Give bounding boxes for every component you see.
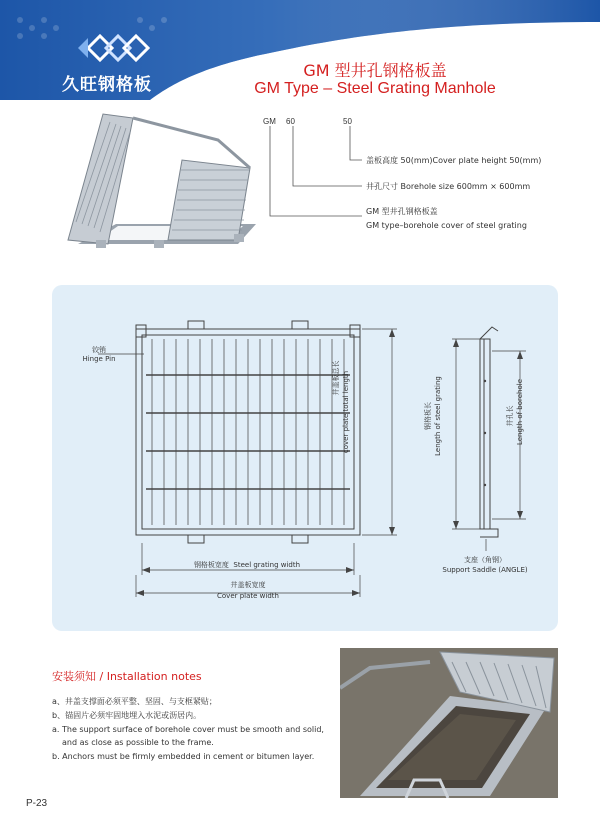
notes-title: 安装须知 / Installation notes bbox=[52, 670, 202, 683]
spec-height: 盖板高度 50(mm)Cover plate height 50(mm) bbox=[366, 156, 542, 165]
grating-length-label-en: Length of steel grating bbox=[434, 376, 442, 456]
support-saddle-label-cn: 支座（角钢） bbox=[464, 556, 506, 564]
note-a-en-2: and as close as possible to the frame. bbox=[62, 738, 214, 747]
page-number: P-23 bbox=[26, 798, 48, 809]
note-b-en: b. Anchors must be firmly embedded in cement or bitumen layer. bbox=[52, 752, 315, 761]
title-cn: GM 型井孔钢格板盖 bbox=[303, 61, 447, 80]
spec-size: 井孔尺寸 Borehole size 600mm × 600mm bbox=[366, 182, 531, 191]
code-prefix: GM bbox=[263, 117, 276, 126]
spec-callout-lines bbox=[258, 116, 558, 236]
cover-width-label-en: Cover plate width bbox=[217, 592, 279, 600]
brand-name: 久旺钢格板 bbox=[62, 75, 152, 95]
total-length-label-cn: 井盖板总长 bbox=[332, 360, 340, 396]
grating-width-cn: 钢格板宽度 bbox=[193, 561, 229, 569]
note-a-cn: a、井盖支撑面必须平整、坚固、与支框紧贴； bbox=[52, 697, 217, 706]
grating-width-en: Steel grating width bbox=[233, 561, 301, 569]
installation-photo bbox=[340, 648, 558, 798]
code-height: 50 bbox=[343, 117, 352, 126]
hinge-pin-label-cn: 铰销 bbox=[92, 346, 106, 354]
note-b-cn: b、锚固片必须牢固地埋入水泥或沥居内。 bbox=[52, 711, 202, 720]
grating-width-label bbox=[142, 561, 352, 570]
hinge-pin-label-en: Hinge Pin bbox=[82, 355, 116, 363]
support-saddle-label-en: Support Saddle (ANGLE) bbox=[442, 566, 528, 574]
borehole-length-label-en: Length of borehole bbox=[516, 378, 524, 446]
manhole-photo bbox=[58, 112, 258, 252]
spec-type-cn: GM 型井孔钢格板盖 bbox=[366, 207, 438, 216]
title-en: GM Type – Steel Grating Manhole bbox=[254, 80, 496, 97]
borehole-length-label-cn: 井孔长 bbox=[506, 405, 514, 427]
total-length-label-en: cover plate total length bbox=[342, 370, 350, 454]
plan-view-drawing bbox=[52, 285, 558, 631]
code-size: 60 bbox=[286, 117, 295, 126]
note-a-en-1: a. The support surface of borehole cover must be smooth and solid, bbox=[52, 725, 324, 734]
cover-width-label-cn: 井盖板宽度 bbox=[230, 581, 266, 589]
grating-length-label-cn: 钢格板长 bbox=[424, 402, 432, 430]
spec-type-en: GM type–borehole cover of steel grating bbox=[366, 221, 527, 230]
